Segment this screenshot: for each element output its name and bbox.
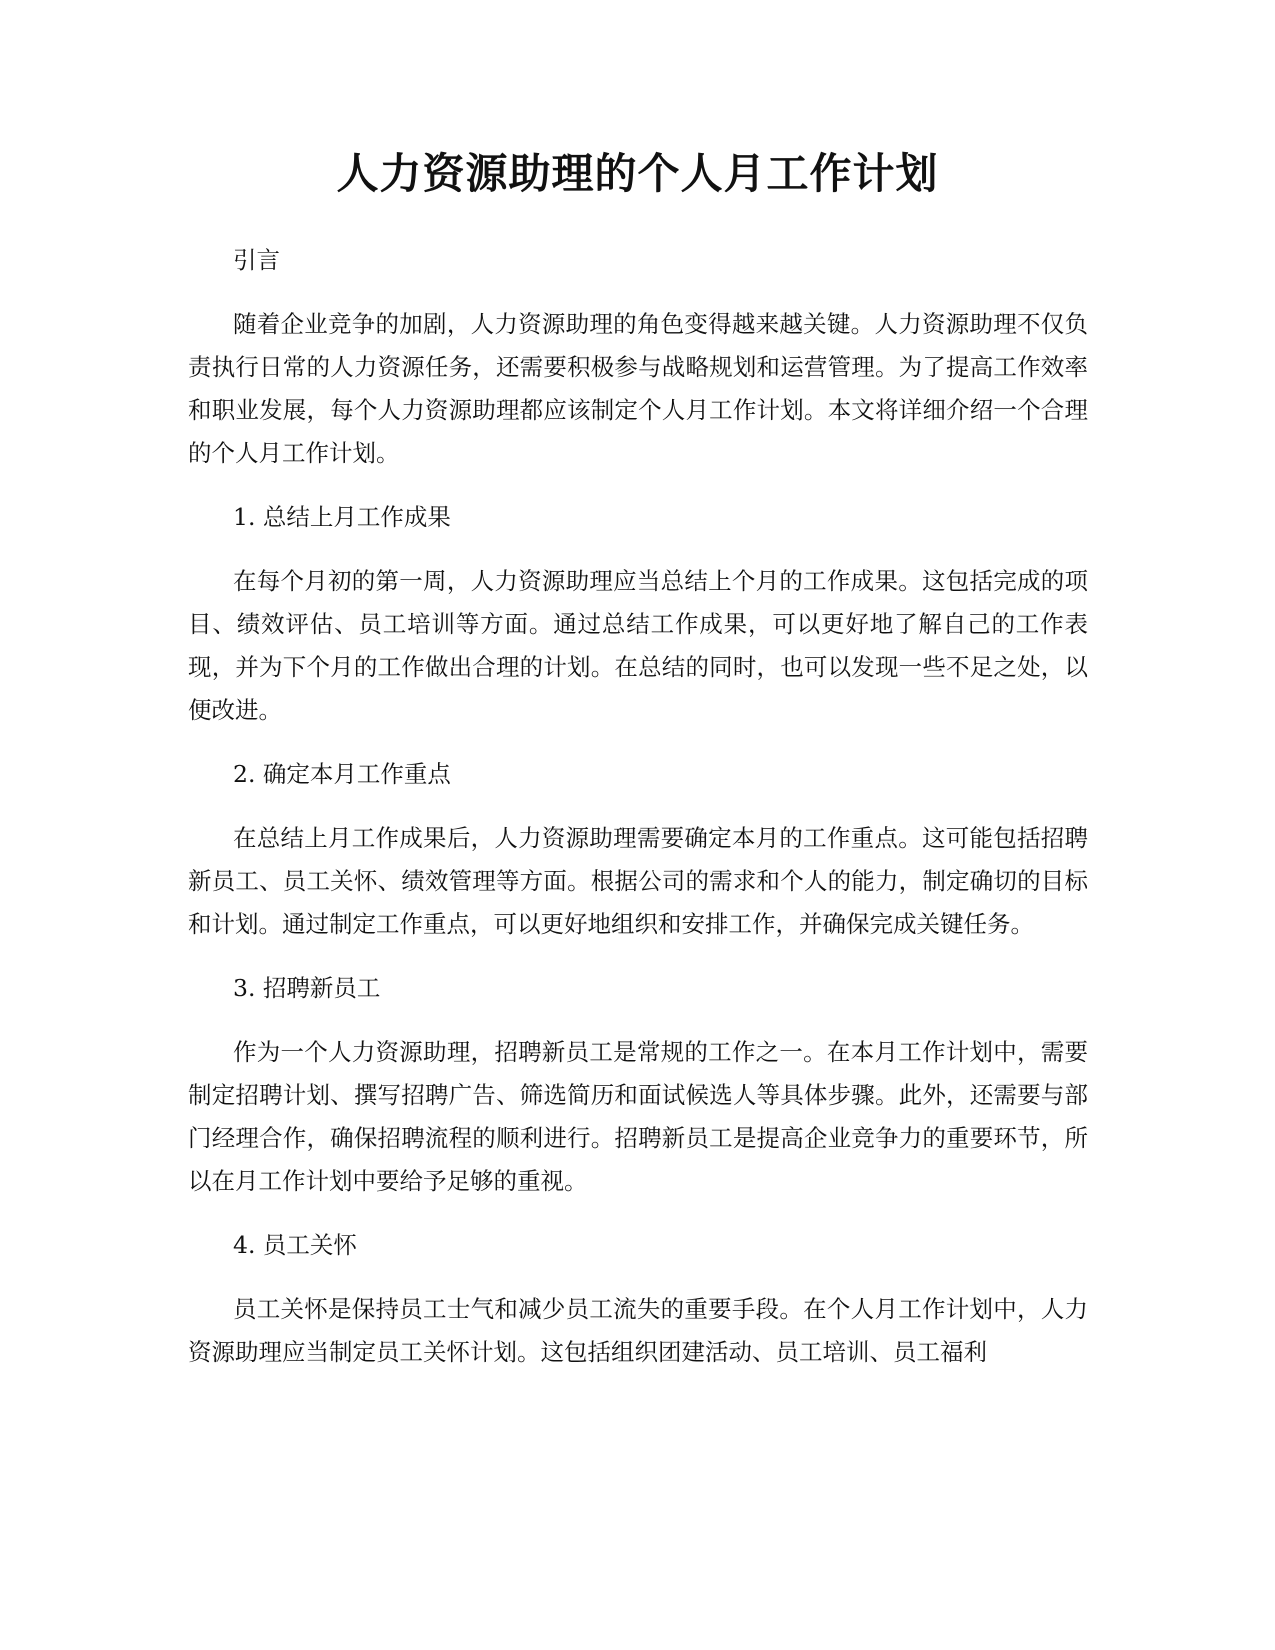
paragraph-intro: 随着企业竞争的加剧，人力资源助理的角色变得越来越关键。人力资源助理不仅负责执行日常的人力资源任务，还需要积极参与战略规划和运营管理。为了提高工作效率和职业发展，每个人力资源助理都应该制定个人月工作计划。本文将详细介绍一个合理的个人月工作计划。 [188, 310, 1088, 467]
paragraph-4: 员工关怀是保持员工士气和减少员工流失的重要手段。在个人月工作计划中，人力资源助理应当制定员工关怀计划。这包括组织团建活动、员工培训、员工福利 [188, 1295, 1088, 1366]
section-heading-4: 4. 员工关怀 [233, 1231, 357, 1259]
paragraph-3: 作为一个人力资源助理，招聘新员工是常规的工作之一。在本月工作计划中，需要制定招聘计划、撰写招聘广告、筛选简历和面试候选人等具体步骤。此外，还需要与部门经理合作，确保招聘流程的顺利进行。招聘新员工是提高企业竞争力的重要环节，所以在月工作计划中要给予足够的重视。 [188, 1038, 1088, 1195]
section-heading-3: 3. 招聘新员工 [233, 974, 381, 1002]
section-heading-1: 1. 总结上月工作成果 [233, 503, 451, 531]
paragraph-1: 在每个月初的第一周，人力资源助理应当总结上个月的工作成果。这包括完成的项目、绩效评估、员工培训等方面。通过总结工作成果，可以更好地了解自己的工作表现，并为下个月的工作做出合理的计划。在总结的同时，也可以发现一些不足之处，以便改进。 [188, 567, 1088, 724]
document-body [188, 239, 1088, 1395]
paragraph-2: 在总结上月工作成果后，人力资源助理需要确定本月的工作重点。这可能包括招聘新员工、员工关怀、绩效管理等方面。根据公司的需求和个人的能力，制定确切的目标和计划。通过制定工作重点，可以更好地组织和安排工作，并确保完成关键任务。 [188, 824, 1088, 938]
page-title: 人力资源助理的个人月工作计划 [336, 149, 939, 198]
section-heading-2: 2. 确定本月工作重点 [233, 760, 451, 788]
section-heading-intro: 引言 [233, 246, 280, 274]
